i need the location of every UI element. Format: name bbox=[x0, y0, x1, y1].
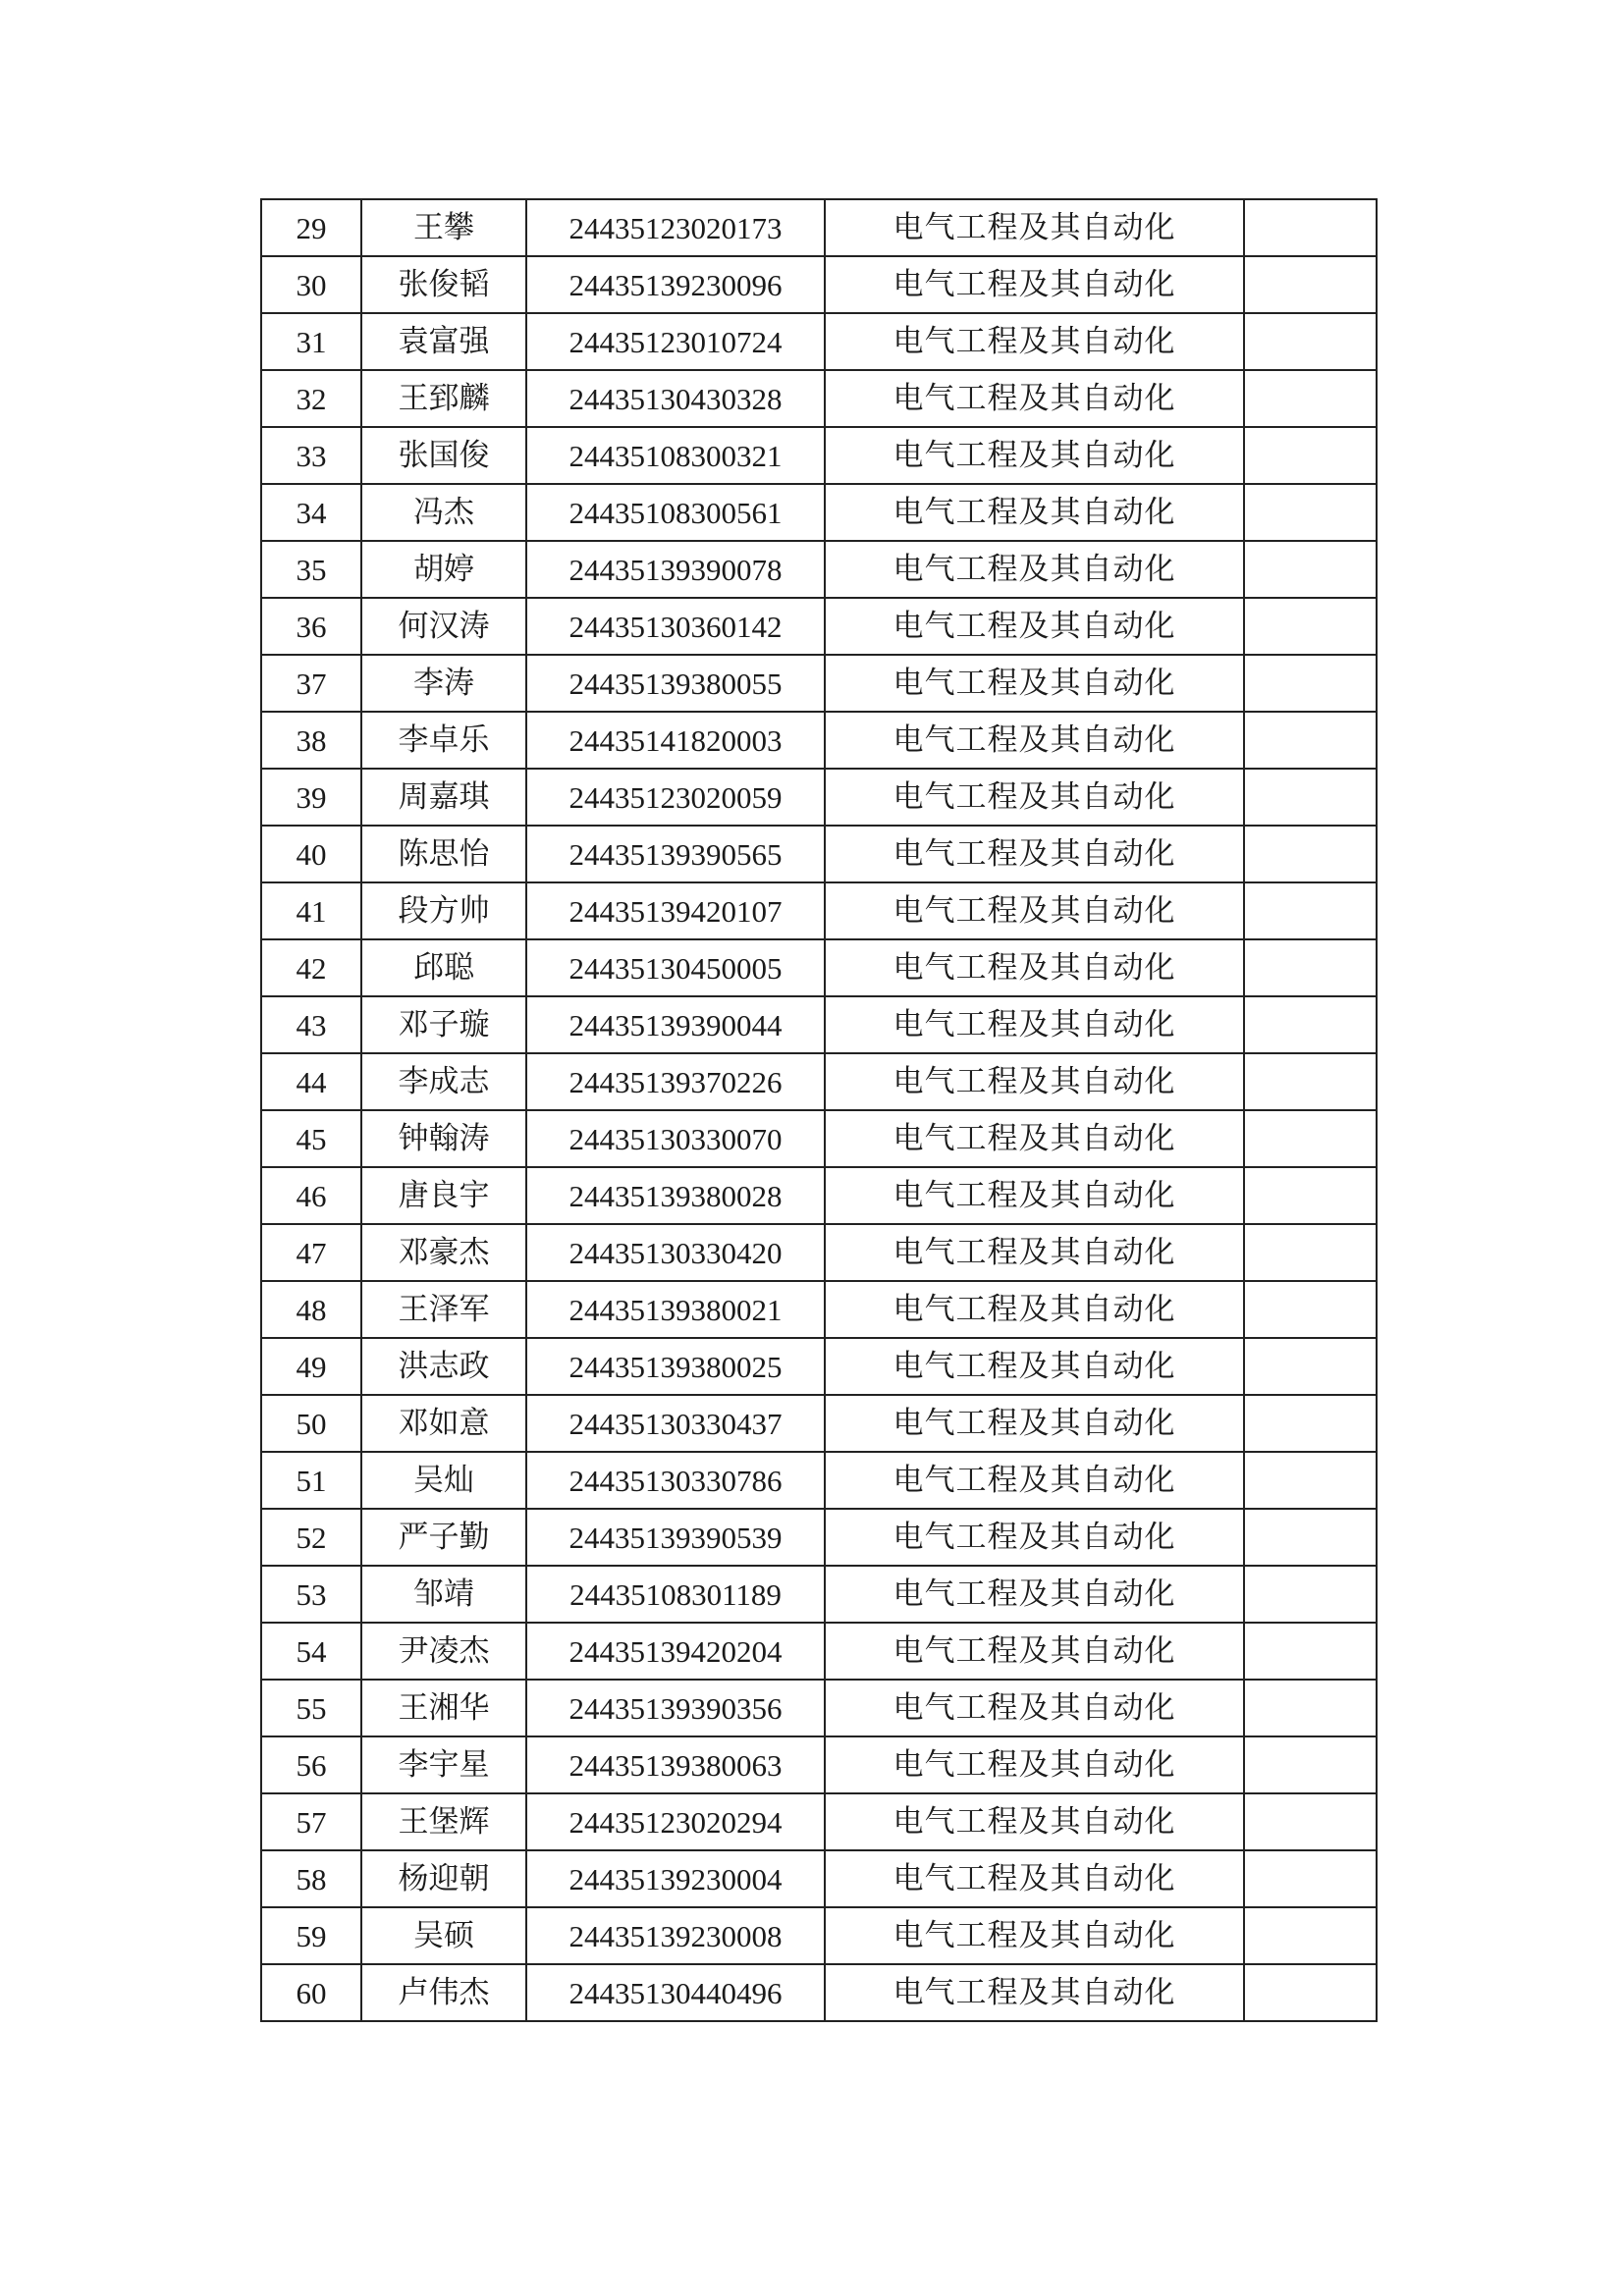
student-name-cell: 邓子璇 bbox=[361, 996, 526, 1053]
student-name-cell: 王湘华 bbox=[361, 1680, 526, 1736]
row-index-cell: 53 bbox=[261, 1566, 361, 1623]
row-index-cell: 40 bbox=[261, 826, 361, 882]
table-row bbox=[261, 1509, 1377, 1566]
note-cell bbox=[1244, 1281, 1377, 1338]
student-id-cell: 24435130430328 bbox=[526, 370, 825, 427]
student-name-cell: 邓如意 bbox=[361, 1395, 526, 1452]
major-cell: 电气工程及其自动化 bbox=[825, 1850, 1244, 1907]
row-index-cell: 41 bbox=[261, 882, 361, 939]
row-index-cell: 36 bbox=[261, 598, 361, 655]
student-name-cell: 王郅麟 bbox=[361, 370, 526, 427]
student-name-cell: 王堡辉 bbox=[361, 1793, 526, 1850]
major-cell: 电气工程及其自动化 bbox=[825, 1736, 1244, 1793]
major-cell: 电气工程及其自动化 bbox=[825, 769, 1244, 826]
table-row bbox=[261, 1623, 1377, 1680]
row-index-cell: 35 bbox=[261, 541, 361, 598]
student-id-cell: 24435130330420 bbox=[526, 1224, 825, 1281]
table-row bbox=[261, 1736, 1377, 1793]
student-name-cell: 袁富强 bbox=[361, 313, 526, 370]
table-row bbox=[261, 826, 1377, 882]
row-index-cell: 52 bbox=[261, 1509, 361, 1566]
row-index-cell: 45 bbox=[261, 1110, 361, 1167]
note-cell bbox=[1244, 199, 1377, 256]
table-row bbox=[261, 996, 1377, 1053]
table-row bbox=[261, 655, 1377, 712]
student-name-cell: 段方帅 bbox=[361, 882, 526, 939]
student-name-cell: 邱聪 bbox=[361, 939, 526, 996]
table-row bbox=[261, 1224, 1377, 1281]
major-cell: 电气工程及其自动化 bbox=[825, 939, 1244, 996]
row-index-cell: 48 bbox=[261, 1281, 361, 1338]
row-index-cell: 38 bbox=[261, 712, 361, 769]
major-cell: 电气工程及其自动化 bbox=[825, 1338, 1244, 1395]
student-id-cell: 24435130330070 bbox=[526, 1110, 825, 1167]
student-id-cell: 24435130440496 bbox=[526, 1964, 825, 2021]
table-row bbox=[261, 1053, 1377, 1110]
student-id-cell: 24435139370226 bbox=[526, 1053, 825, 1110]
major-cell: 电气工程及其自动化 bbox=[825, 541, 1244, 598]
major-cell: 电气工程及其自动化 bbox=[825, 655, 1244, 712]
table-row bbox=[261, 1281, 1377, 1338]
student-name-cell: 吴灿 bbox=[361, 1452, 526, 1509]
row-index-cell: 56 bbox=[261, 1736, 361, 1793]
note-cell bbox=[1244, 1224, 1377, 1281]
student-id-cell: 24435139380028 bbox=[526, 1167, 825, 1224]
major-cell: 电气工程及其自动化 bbox=[825, 1395, 1244, 1452]
student-id-cell: 24435139230096 bbox=[526, 256, 825, 313]
table-row bbox=[261, 1395, 1377, 1452]
row-index-cell: 57 bbox=[261, 1793, 361, 1850]
student-id-cell: 24435130450005 bbox=[526, 939, 825, 996]
student-name-cell: 冯杰 bbox=[361, 484, 526, 541]
student-name-cell: 何汉涛 bbox=[361, 598, 526, 655]
row-index-cell: 60 bbox=[261, 1964, 361, 2021]
student-name-cell: 胡婷 bbox=[361, 541, 526, 598]
row-index-cell: 46 bbox=[261, 1167, 361, 1224]
student-name-cell: 钟翰涛 bbox=[361, 1110, 526, 1167]
student-id-cell: 24435139390044 bbox=[526, 996, 825, 1053]
major-cell: 电气工程及其自动化 bbox=[825, 598, 1244, 655]
student-name-cell: 陈思怡 bbox=[361, 826, 526, 882]
student-id-cell: 24435130360142 bbox=[526, 598, 825, 655]
table-row bbox=[261, 1110, 1377, 1167]
major-cell: 电气工程及其自动化 bbox=[825, 427, 1244, 484]
roster-body bbox=[261, 199, 1377, 2021]
note-cell bbox=[1244, 882, 1377, 939]
student-id-cell: 24435139380063 bbox=[526, 1736, 825, 1793]
major-cell: 电气工程及其自动化 bbox=[825, 1907, 1244, 1964]
student-name-cell: 周嘉琪 bbox=[361, 769, 526, 826]
row-index-cell: 44 bbox=[261, 1053, 361, 1110]
table-row bbox=[261, 1338, 1377, 1395]
row-index-cell: 55 bbox=[261, 1680, 361, 1736]
student-id-cell: 24435130330786 bbox=[526, 1452, 825, 1509]
major-cell: 电气工程及其自动化 bbox=[825, 996, 1244, 1053]
row-index-cell: 32 bbox=[261, 370, 361, 427]
major-cell: 电气工程及其自动化 bbox=[825, 1623, 1244, 1680]
table-row bbox=[261, 1850, 1377, 1907]
note-cell bbox=[1244, 1680, 1377, 1736]
major-cell: 电气工程及其自动化 bbox=[825, 484, 1244, 541]
student-id-cell: 24435123020294 bbox=[526, 1793, 825, 1850]
student-name-cell: 邹靖 bbox=[361, 1566, 526, 1623]
student-name-cell: 杨迎朝 bbox=[361, 1850, 526, 1907]
student-name-cell: 王攀 bbox=[361, 199, 526, 256]
student-roster-table bbox=[260, 198, 1378, 2022]
row-index-cell: 34 bbox=[261, 484, 361, 541]
major-cell: 电气工程及其自动化 bbox=[825, 826, 1244, 882]
major-cell: 电气工程及其自动化 bbox=[825, 199, 1244, 256]
row-index-cell: 43 bbox=[261, 996, 361, 1053]
student-id-cell: 24435108300321 bbox=[526, 427, 825, 484]
table-row bbox=[261, 484, 1377, 541]
student-name-cell: 李成志 bbox=[361, 1053, 526, 1110]
table-row bbox=[261, 1566, 1377, 1623]
row-index-cell: 39 bbox=[261, 769, 361, 826]
table-row bbox=[261, 1167, 1377, 1224]
note-cell bbox=[1244, 1850, 1377, 1907]
student-name-cell: 李卓乐 bbox=[361, 712, 526, 769]
table-row bbox=[261, 370, 1377, 427]
student-name-cell: 张国俊 bbox=[361, 427, 526, 484]
note-cell bbox=[1244, 598, 1377, 655]
student-id-cell: 24435139420107 bbox=[526, 882, 825, 939]
note-cell bbox=[1244, 1053, 1377, 1110]
student-id-cell: 24435108301189 bbox=[526, 1566, 825, 1623]
row-index-cell: 50 bbox=[261, 1395, 361, 1452]
student-name-cell: 张俊韬 bbox=[361, 256, 526, 313]
major-cell: 电气工程及其自动化 bbox=[825, 1053, 1244, 1110]
note-cell bbox=[1244, 541, 1377, 598]
note-cell bbox=[1244, 1793, 1377, 1850]
major-cell: 电气工程及其自动化 bbox=[825, 1509, 1244, 1566]
major-cell: 电气工程及其自动化 bbox=[825, 1566, 1244, 1623]
row-index-cell: 29 bbox=[261, 199, 361, 256]
student-name-cell: 尹凌杰 bbox=[361, 1623, 526, 1680]
row-index-cell: 33 bbox=[261, 427, 361, 484]
student-name-cell: 唐良宇 bbox=[361, 1167, 526, 1224]
student-id-cell: 24435139380021 bbox=[526, 1281, 825, 1338]
major-cell: 电气工程及其自动化 bbox=[825, 1110, 1244, 1167]
row-index-cell: 47 bbox=[261, 1224, 361, 1281]
table-row bbox=[261, 769, 1377, 826]
major-cell: 电气工程及其自动化 bbox=[825, 1167, 1244, 1224]
student-id-cell: 24435139390356 bbox=[526, 1680, 825, 1736]
row-index-cell: 51 bbox=[261, 1452, 361, 1509]
note-cell bbox=[1244, 769, 1377, 826]
note-cell bbox=[1244, 1338, 1377, 1395]
note-cell bbox=[1244, 939, 1377, 996]
row-index-cell: 49 bbox=[261, 1338, 361, 1395]
note-cell bbox=[1244, 256, 1377, 313]
table-row bbox=[261, 598, 1377, 655]
note-cell bbox=[1244, 1566, 1377, 1623]
student-name-cell: 洪志政 bbox=[361, 1338, 526, 1395]
row-index-cell: 58 bbox=[261, 1850, 361, 1907]
table-row bbox=[261, 313, 1377, 370]
student-name-cell: 王泽军 bbox=[361, 1281, 526, 1338]
note-cell bbox=[1244, 712, 1377, 769]
note-cell bbox=[1244, 427, 1377, 484]
table-row bbox=[261, 939, 1377, 996]
student-id-cell: 24435130330437 bbox=[526, 1395, 825, 1452]
row-index-cell: 37 bbox=[261, 655, 361, 712]
table-row bbox=[261, 1452, 1377, 1509]
row-index-cell: 42 bbox=[261, 939, 361, 996]
major-cell: 电气工程及其自动化 bbox=[825, 882, 1244, 939]
row-index-cell: 54 bbox=[261, 1623, 361, 1680]
major-cell: 电气工程及其自动化 bbox=[825, 370, 1244, 427]
note-cell bbox=[1244, 1964, 1377, 2021]
major-cell: 电气工程及其自动化 bbox=[825, 313, 1244, 370]
table-row bbox=[261, 1964, 1377, 2021]
major-cell: 电气工程及其自动化 bbox=[825, 712, 1244, 769]
table-row bbox=[261, 199, 1377, 256]
student-id-cell: 24435139420204 bbox=[526, 1623, 825, 1680]
table-row bbox=[261, 541, 1377, 598]
student-name-cell: 邓豪杰 bbox=[361, 1224, 526, 1281]
student-id-cell: 24435108300561 bbox=[526, 484, 825, 541]
note-cell bbox=[1244, 1452, 1377, 1509]
table-row bbox=[261, 427, 1377, 484]
note-cell bbox=[1244, 996, 1377, 1053]
note-cell bbox=[1244, 313, 1377, 370]
note-cell bbox=[1244, 1395, 1377, 1452]
major-cell: 电气工程及其自动化 bbox=[825, 256, 1244, 313]
major-cell: 电气工程及其自动化 bbox=[825, 1281, 1244, 1338]
major-cell: 电气工程及其自动化 bbox=[825, 1680, 1244, 1736]
note-cell bbox=[1244, 370, 1377, 427]
major-cell: 电气工程及其自动化 bbox=[825, 1793, 1244, 1850]
table-row bbox=[261, 1907, 1377, 1964]
student-name-cell: 李涛 bbox=[361, 655, 526, 712]
note-cell bbox=[1244, 1623, 1377, 1680]
major-cell: 电气工程及其自动化 bbox=[825, 1452, 1244, 1509]
student-id-cell: 24435139390565 bbox=[526, 826, 825, 882]
note-cell bbox=[1244, 655, 1377, 712]
table-row bbox=[261, 882, 1377, 939]
row-index-cell: 59 bbox=[261, 1907, 361, 1964]
student-id-cell: 24435123020059 bbox=[526, 769, 825, 826]
student-id-cell: 24435139390539 bbox=[526, 1509, 825, 1566]
student-id-cell: 24435139380025 bbox=[526, 1338, 825, 1395]
note-cell bbox=[1244, 826, 1377, 882]
note-cell bbox=[1244, 1167, 1377, 1224]
student-name-cell: 严子勤 bbox=[361, 1509, 526, 1566]
student-id-cell: 24435141820003 bbox=[526, 712, 825, 769]
note-cell bbox=[1244, 1907, 1377, 1964]
table-row bbox=[261, 256, 1377, 313]
note-cell bbox=[1244, 1110, 1377, 1167]
student-id-cell: 24435139380055 bbox=[526, 655, 825, 712]
student-id-cell: 24435123010724 bbox=[526, 313, 825, 370]
note-cell bbox=[1244, 1509, 1377, 1566]
major-cell: 电气工程及其自动化 bbox=[825, 1964, 1244, 2021]
student-name-cell: 李宇星 bbox=[361, 1736, 526, 1793]
student-id-cell: 24435139390078 bbox=[526, 541, 825, 598]
note-cell bbox=[1244, 484, 1377, 541]
row-index-cell: 30 bbox=[261, 256, 361, 313]
student-id-cell: 24435123020173 bbox=[526, 199, 825, 256]
student-id-cell: 24435139230008 bbox=[526, 1907, 825, 1964]
major-cell: 电气工程及其自动化 bbox=[825, 1224, 1244, 1281]
student-name-cell: 吴硕 bbox=[361, 1907, 526, 1964]
table-row bbox=[261, 712, 1377, 769]
table-row bbox=[261, 1680, 1377, 1736]
student-id-cell: 24435139230004 bbox=[526, 1850, 825, 1907]
table-row bbox=[261, 1793, 1377, 1850]
note-cell bbox=[1244, 1736, 1377, 1793]
row-index-cell: 31 bbox=[261, 313, 361, 370]
student-name-cell: 卢伟杰 bbox=[361, 1964, 526, 2021]
